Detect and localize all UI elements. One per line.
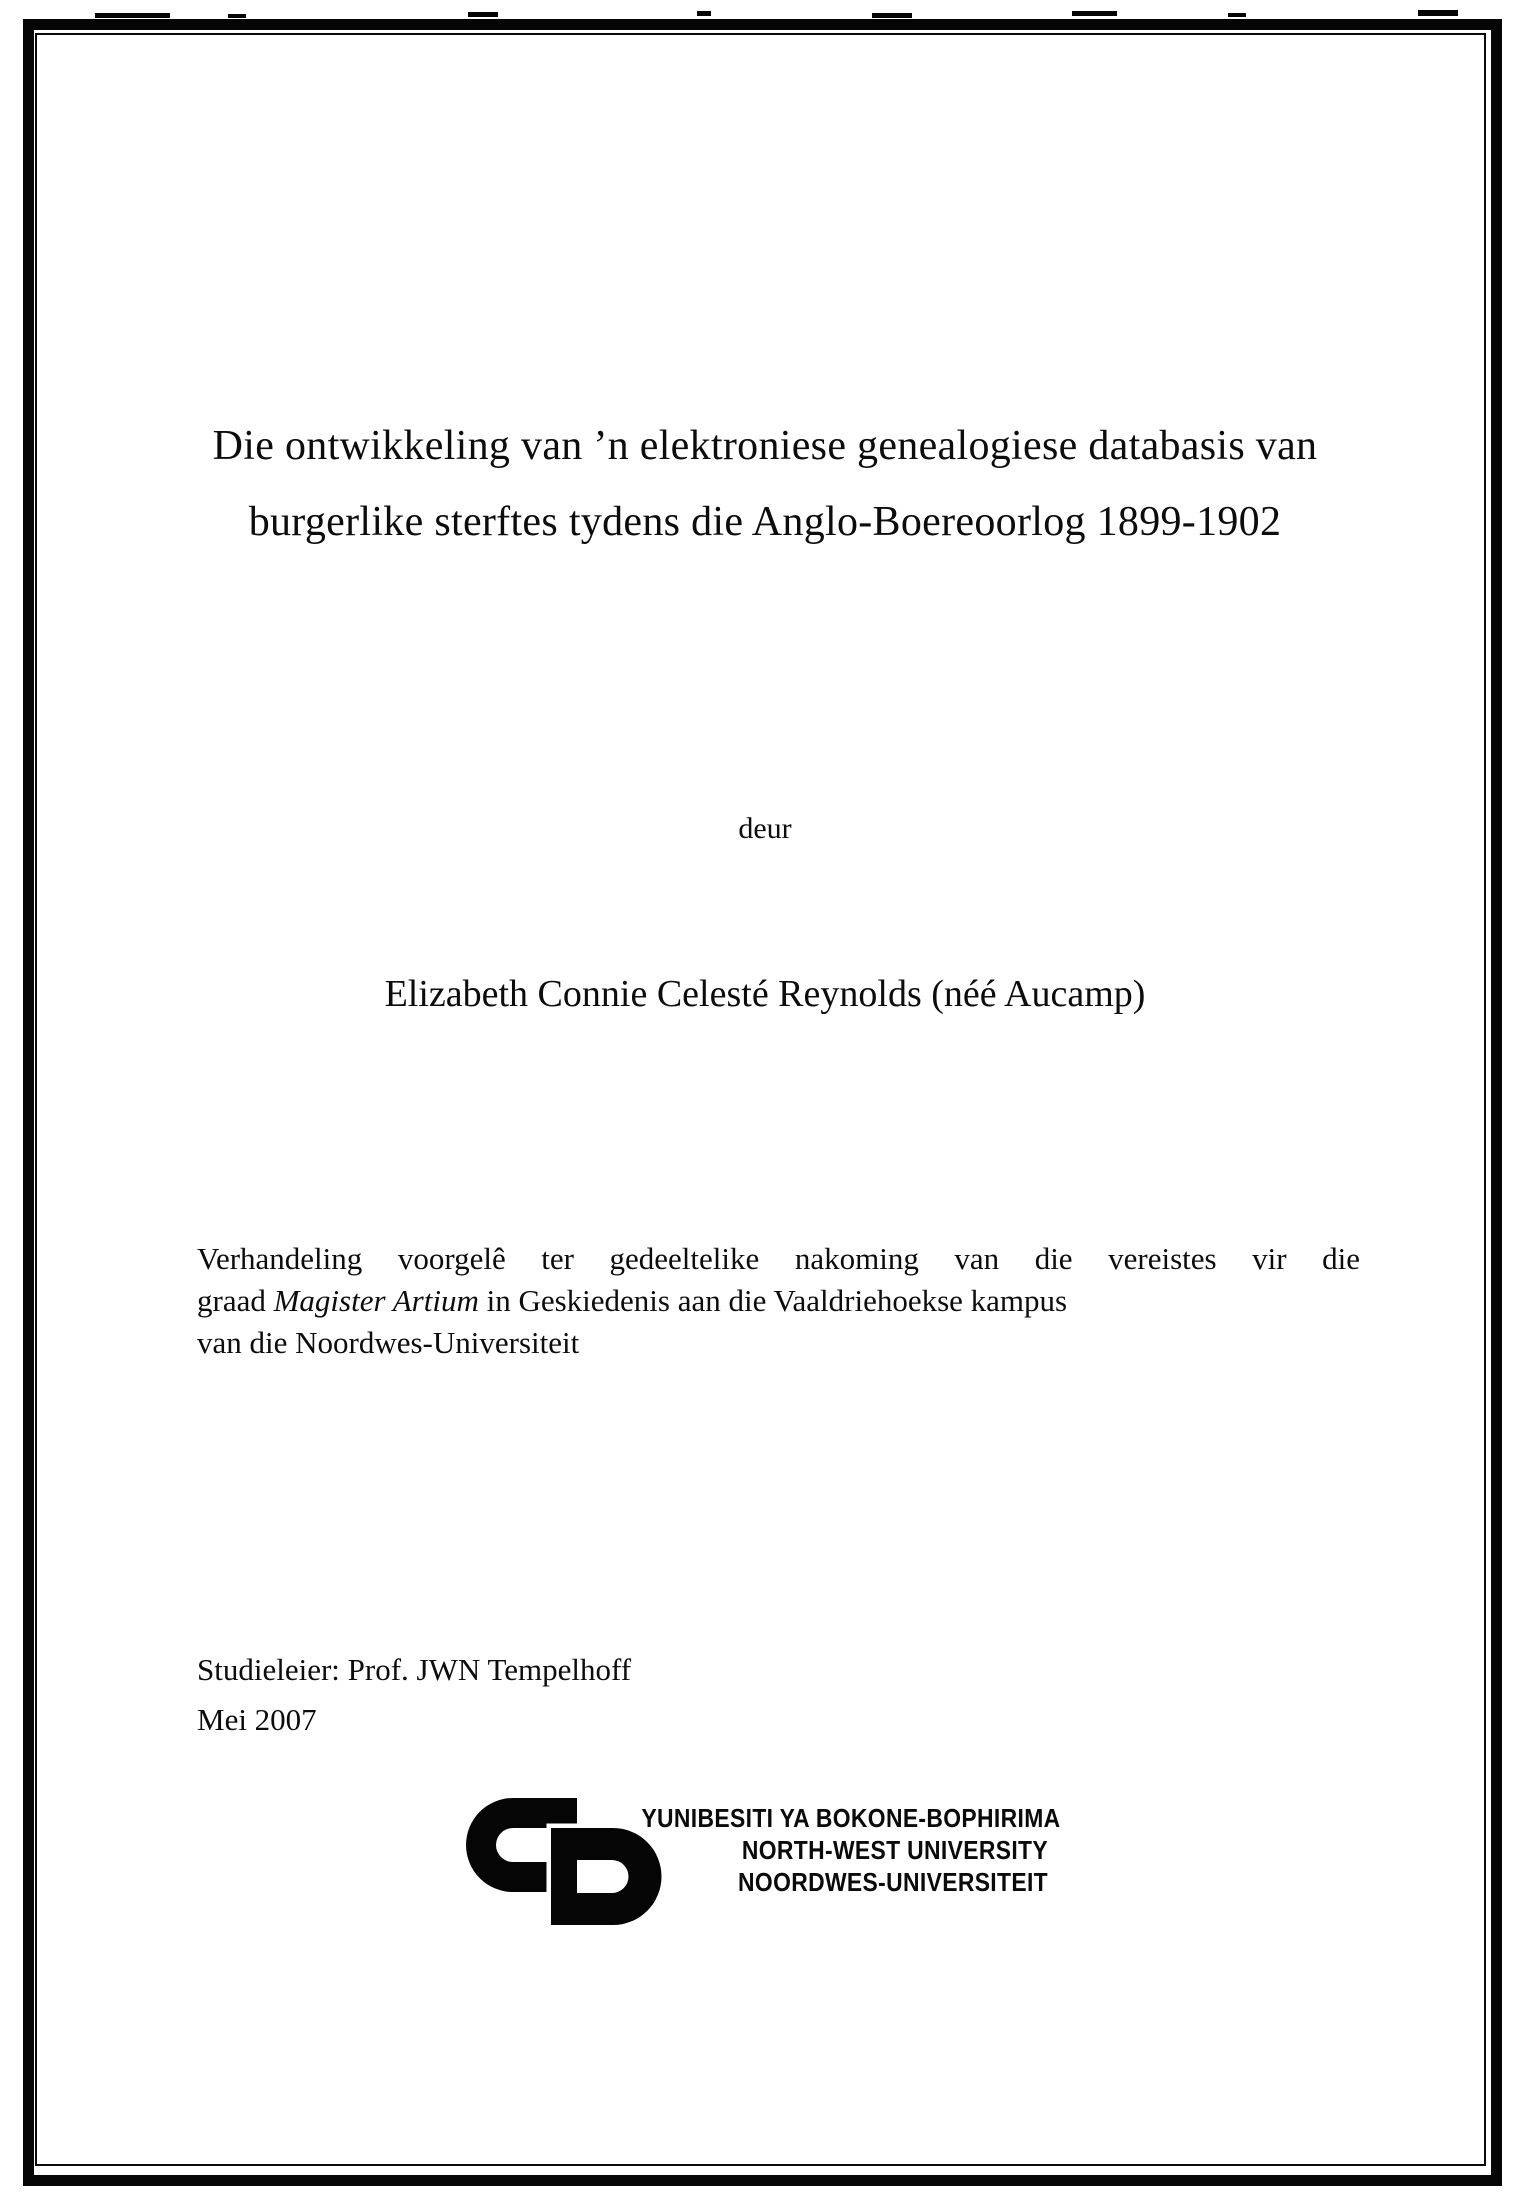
degree-line2-suffix: in Geskiedenis aan die Vaaldriehoekse kampus xyxy=(478,1283,1068,1318)
degree-line2-prefix: graad xyxy=(197,1283,274,1318)
scan-artifact xyxy=(872,13,912,18)
degree-statement-line2 xyxy=(197,1280,1360,1322)
degree-statement xyxy=(197,1238,1360,1364)
scan-artifact xyxy=(468,12,498,17)
scan-artifact xyxy=(95,13,170,18)
thesis-title xyxy=(160,408,1370,560)
scan-artifact xyxy=(1228,13,1246,17)
scan-artifact xyxy=(697,11,711,16)
date-line: Mei 2007 xyxy=(197,1702,317,1737)
university-logo-text xyxy=(586,1802,1061,1898)
thesis-title-line1: Die ontwikkeling van ’n elektroniese genealogiese databasis van xyxy=(212,423,1318,469)
author-name: Elizabeth Connie Celesté Reynolds (néé Aucamp) xyxy=(384,973,1146,1015)
university-name-afrikaans: NOORDWES-UNIVERSITEIT xyxy=(738,1867,1048,1897)
scan-artifact xyxy=(228,14,246,18)
degree-name-italic: Magister Artium xyxy=(273,1283,479,1318)
supervisor-line: Studieleier: Prof. JWN Tempelhoff xyxy=(197,1652,632,1687)
supervisor-block xyxy=(197,1645,631,1745)
university-name-english: NORTH-WEST UNIVERSITY xyxy=(741,1835,1048,1865)
thesis-title-line2: burgerlike sterftes tydens die Anglo-Boereoorlog 1899-1902 xyxy=(248,499,1282,545)
byline-deur: deur xyxy=(738,812,792,845)
degree-statement-line1: Verhandeling voorgelê ter gedeeltelike nakoming van die vereistes vir die xyxy=(197,1241,1360,1276)
university-logo xyxy=(466,1796,1066,1936)
university-name-setswana: YUNIBESITI YA BOKONE-BOPHIRIMA xyxy=(641,1803,1061,1833)
degree-statement-line3: van die Noordwes-Universiteit xyxy=(197,1325,580,1360)
scan-artifact xyxy=(1418,10,1458,16)
scan-artifact xyxy=(1072,11,1117,16)
